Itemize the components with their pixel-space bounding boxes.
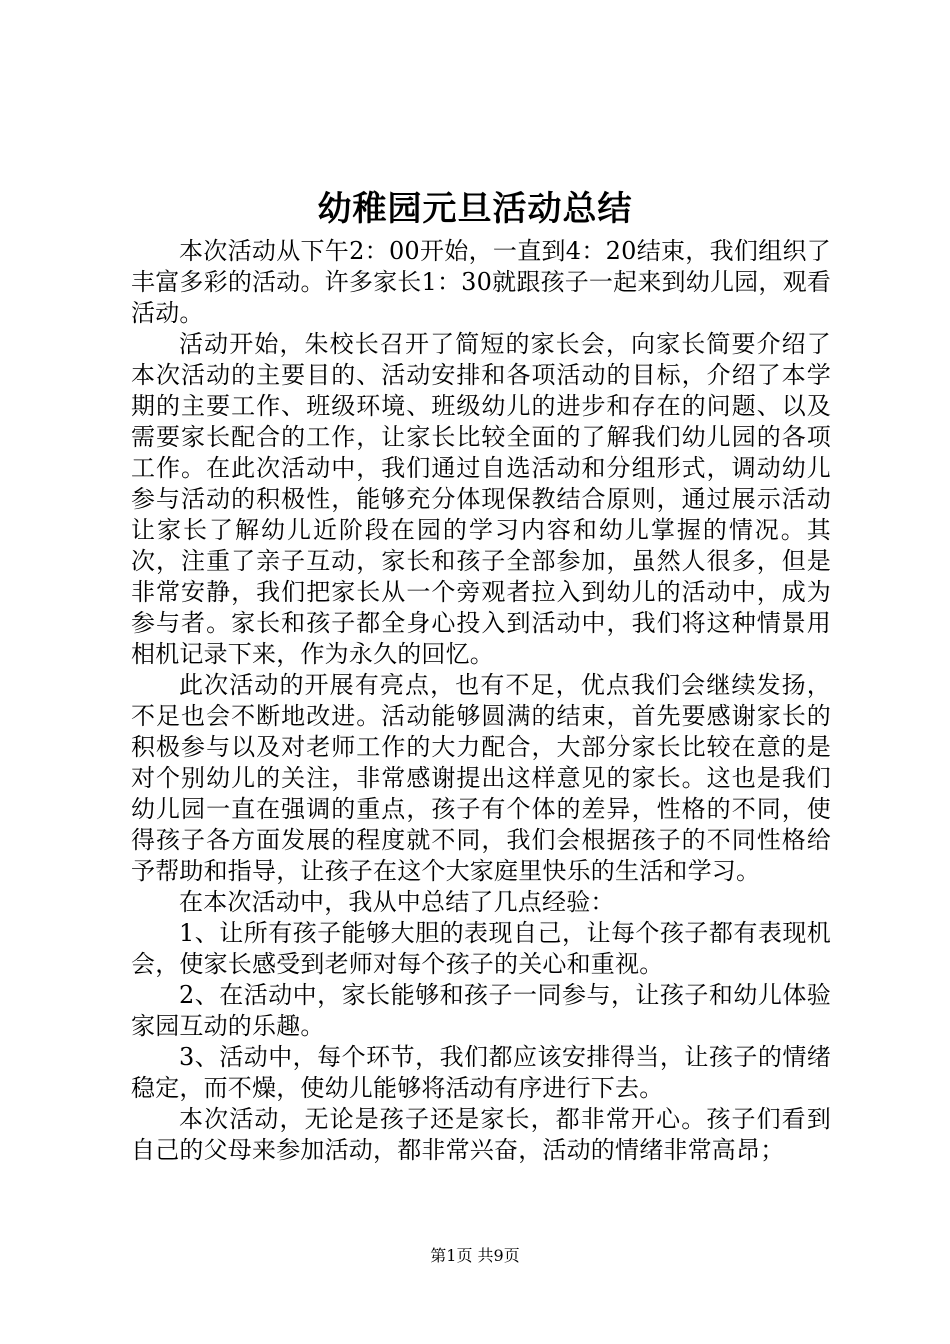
paragraph-2: 活动开始，朱校长召开了简短的家长会，向家长简要介绍了本次活动的主要目的、活动安排和各项活动的目标，介绍了本学期的主要工作、班级环境、班级幼儿的进步和存在的问题、以及需要家长配合的工作，让家长比较全面的了解我们幼儿园的各项工作。在此次活动中，我们通过自选活动和分组形式，调动幼儿参与活动的积极性，能够充分体现保教结合原则，通过展示活动让家长了解幼儿近阶段在园的学习内容和幼儿掌握的情况。其次，注重了亲子互动，家长和孩子全部参加，虽然人很多，但是非常安静，我们把家长从一个旁观者拉入到幼儿的活动中，成为参与者。家长和孩子都全身心投入到活动中，我们将这种情景用相机记录下来，作为永久的回忆。 [131, 330, 831, 668]
paragraph-4: 在本次活动中，我从中总结了几点经验： [179, 888, 615, 916]
page-footer: 第1页 共9页 [430, 1246, 520, 1265]
paragraph-3: 此次活动的开展有亮点，也有不足，优点我们会继续发扬，不足也会不断地改进。活动能够圆满的结束，首先要感谢家长的积极参与以及对老师工作的大力配合，大部分家长比较在意的是对个别幼儿的关注，非常感谢提出这样意见的家长。这也是我们幼儿园一直在强调的重点，孩子有个体的差异，性格的不同，使得孩子各方面发展的程度就不同，我们会根据孩子的不同性格给予帮助和指导，让孩子在这个大家庭里快乐的生活和学习。 [131, 671, 831, 885]
document-title: 幼稚园元旦活动总结 [317, 189, 633, 229]
list-item-1: 1、让所有孩子能够大胆的表现自己，让每个孩子都有表现机会，使家长感受到老师对每个孩子的关心和重视。 [131, 919, 831, 978]
document-body [131, 236, 831, 1166]
list-item-3: 3、活动中，每个环节，我们都应该安排得当，让孩子的情绪稳定，而不燥，使幼儿能够将活动有序进行下去。 [131, 1043, 831, 1102]
paragraph-5: 本次活动，无论是孩子还是家长，都非常开心。孩子们看到自己的父母来参加活动，都非常兴奋，活动的情绪非常高昂； [131, 1105, 831, 1164]
paragraph-1: 本次活动从下午2：00开始，一直到4：20结束，我们组织了丰富多彩的活动。许多家长1：30就跟孩子一起来到幼儿园，观看活动。 [131, 237, 831, 327]
list-item-2: 2、在活动中，家长能够和孩子一同参与，让孩子和幼儿体验家园互动的乐趣。 [131, 981, 831, 1040]
